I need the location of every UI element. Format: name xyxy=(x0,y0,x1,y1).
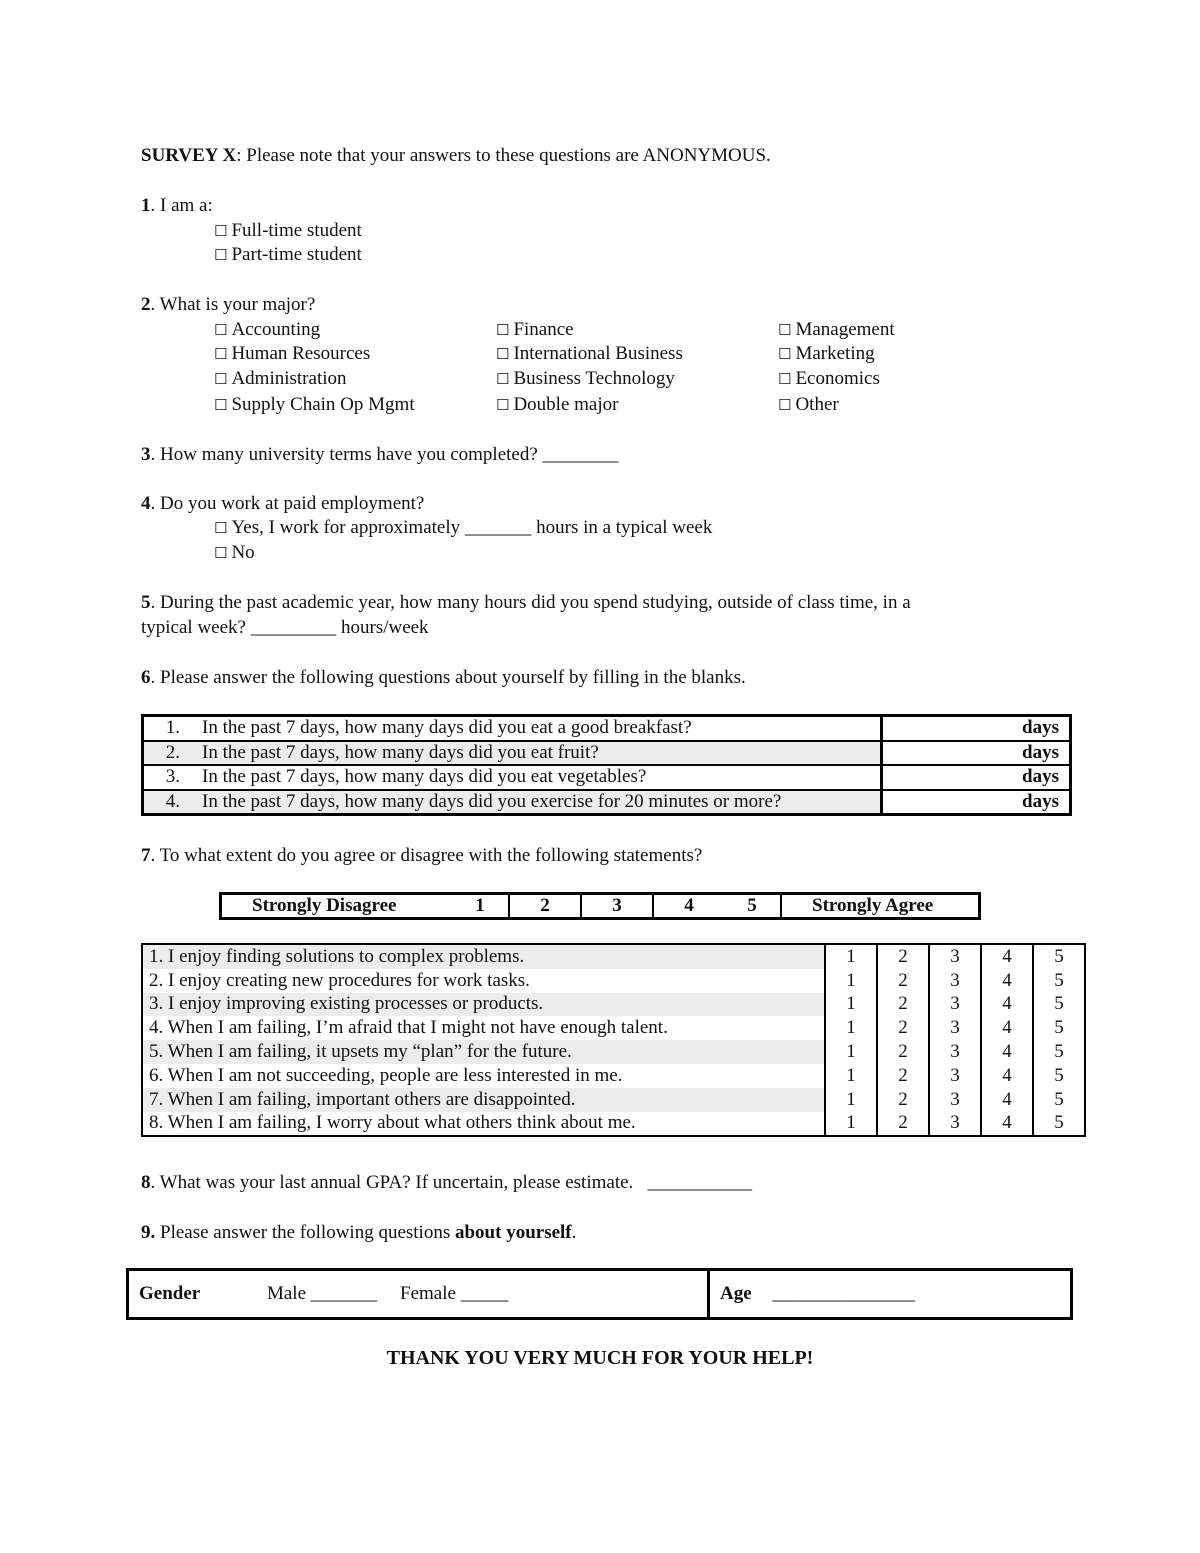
rating-option[interactable]: 3 xyxy=(929,944,981,969)
rating-option[interactable]: 1 xyxy=(825,944,877,969)
q9-prompt: 9. Please answer the following questions about yourself. xyxy=(141,1222,577,1243)
survey-header xyxy=(141,145,771,167)
rating-option[interactable]: 4 xyxy=(981,1040,1033,1064)
checkbox-icon[interactable]: ☐ xyxy=(214,246,228,264)
rating-option[interactable]: 3 xyxy=(929,1112,981,1137)
rating-option[interactable]: 5 xyxy=(1033,1040,1085,1064)
q4-option-yes[interactable]: ☐ Yes, I work for approximately _______ hours in a typical week xyxy=(214,517,713,538)
rating-option[interactable]: 4 xyxy=(981,993,1033,1017)
major-option[interactable]: ☐ Double major xyxy=(496,394,619,415)
q7-number: 7 xyxy=(141,845,151,866)
major-option[interactable]: ☐ Management xyxy=(778,319,895,340)
checkbox-icon[interactable]: ☐ xyxy=(778,321,792,339)
q4-option-no[interactable]: ☐ No xyxy=(214,542,255,563)
days-answer-cell[interactable]: days xyxy=(882,765,1071,790)
rating-option[interactable]: 4 xyxy=(981,1088,1033,1112)
scale-high-label: Strongly Agree xyxy=(812,895,934,916)
q3-text: . How many university terms have you completed? ________ xyxy=(150,444,619,465)
rating-option[interactable]: 1 xyxy=(825,1016,877,1040)
rating-option[interactable]: 3 xyxy=(929,1088,981,1112)
checkbox-icon[interactable]: ☐ xyxy=(496,321,510,339)
statement-text: 7. When I am failing, important others are disappointed. xyxy=(142,1088,825,1112)
major-option[interactable]: ☐ Administration xyxy=(214,368,347,389)
q1-prompt xyxy=(141,195,213,217)
thank-you-message: THANK YOU VERY MUCH FOR YOUR HELP! xyxy=(386,1347,814,1369)
checkbox-icon[interactable]: ☐ xyxy=(496,345,510,363)
table-row xyxy=(142,1040,1085,1064)
q3-prompt[interactable] xyxy=(141,444,619,466)
male-blank[interactable]: Male _______ xyxy=(266,1283,378,1304)
rating-option[interactable]: 5 xyxy=(1033,1064,1085,1088)
major-option[interactable]: ☐ Human Resources xyxy=(214,343,371,364)
statements-table xyxy=(141,943,1086,1137)
rating-option[interactable]: 3 xyxy=(929,969,981,993)
rating-option[interactable]: 4 xyxy=(981,1016,1033,1040)
rating-option[interactable]: 2 xyxy=(877,1064,929,1088)
major-option[interactable]: ☐ Business Technology xyxy=(496,368,675,389)
health-question: In the past 7 days, how many days did you eat fruit? xyxy=(196,741,882,766)
major-option[interactable]: ☐ Finance xyxy=(496,319,574,340)
major-option[interactable]: ☐ Marketing xyxy=(778,343,875,364)
health-question: In the past 7 days, how many days did you eat a good breakfast? xyxy=(196,716,882,741)
major-option[interactable]: ☐ Supply Chain Op Mgmt xyxy=(214,394,415,415)
major-option[interactable]: ☐ Accounting xyxy=(214,319,321,340)
q5-prompt xyxy=(141,592,911,614)
q8-text: . What was your last annual GPA? If uncertain, please estimate. ___________ xyxy=(150,1172,753,1193)
major-option[interactable]: ☐ International Business xyxy=(496,343,683,364)
checkbox-icon[interactable]: ☐ xyxy=(496,370,510,388)
table-row xyxy=(142,1088,1085,1112)
rating-option[interactable]: 2 xyxy=(877,944,929,969)
checkbox-icon[interactable]: ☐ xyxy=(214,321,228,339)
table-row xyxy=(142,993,1085,1017)
rating-option[interactable]: 4 xyxy=(981,1064,1033,1088)
q1-option-part-time[interactable]: ☐ Part-time student xyxy=(214,244,362,265)
q4-prompt xyxy=(141,493,424,515)
statement-text: 1. I enjoy finding solutions to complex problems. xyxy=(142,944,825,969)
health-question: In the past 7 days, how many days did you exercise for 20 minutes or more? xyxy=(196,790,882,815)
q5-answer-line[interactable]: typical week? _________ hours/week xyxy=(141,617,429,638)
checkbox-icon[interactable]: ☐ xyxy=(214,345,228,363)
health-days-table xyxy=(141,714,1072,816)
table-row xyxy=(142,944,1085,969)
gender-cell xyxy=(128,1270,709,1319)
rating-option[interactable]: 2 xyxy=(877,969,929,993)
q3-number: 3 xyxy=(141,444,151,465)
table-row: 4. In the past 7 days, how many days did you exercise for 20 minutes or more? days xyxy=(143,790,1071,815)
statement-text: 5. When I am failing, it upsets my “plan” for the future. xyxy=(142,1040,825,1064)
rating-option[interactable]: 1 xyxy=(825,1088,877,1112)
rating-option[interactable]: 4 xyxy=(981,969,1033,993)
statement-text: 3. I enjoy improving existing processes or products. xyxy=(142,993,825,1017)
anonymity-note: : Please note that your answers to these questions are ANONYMOUS. xyxy=(236,145,771,166)
statement-text: 4. When I am failing, I’m afraid that I might not have enough talent. xyxy=(149,1017,668,1039)
q7-text: . To what extent do you agree or disagree with the following statements? xyxy=(150,845,703,866)
table-row xyxy=(142,1064,1085,1088)
rating-option[interactable]: 1 xyxy=(825,1064,877,1088)
rating-option[interactable]: 2 xyxy=(877,1088,929,1112)
rating-option[interactable]: 5 xyxy=(1033,1088,1085,1112)
q4-text: . Do you work at paid employment? xyxy=(150,493,425,514)
rating-option[interactable]: 1 xyxy=(825,969,877,993)
gender-label: Gender xyxy=(139,1283,201,1304)
age-blank[interactable]: _______________ xyxy=(772,1283,915,1304)
female-blank[interactable]: Female _____ xyxy=(400,1283,509,1304)
table-row: 1. In the past 7 days, how many days did you eat a good breakfast? days xyxy=(143,716,1071,741)
rating-option[interactable]: 3 xyxy=(929,1016,981,1040)
q2-prompt xyxy=(141,294,315,316)
q4-number: 4 xyxy=(141,493,151,514)
statement-text: 2. I enjoy creating new procedures for work tasks. xyxy=(149,969,530,991)
checkbox-icon[interactable]: ☐ xyxy=(214,370,228,388)
rating-option[interactable]: 5 xyxy=(1033,1016,1085,1040)
q8-number: 8 xyxy=(141,1172,151,1193)
checkbox-icon[interactable]: ☐ xyxy=(778,396,792,414)
q7-prompt xyxy=(141,845,702,867)
health-question: In the past 7 days, how many days did you eat vegetables? xyxy=(196,765,882,790)
q8-prompt[interactable] xyxy=(141,1172,752,1194)
days-answer-cell[interactable]: days xyxy=(882,790,1071,815)
q6-text: . Please answer the following questions about yourself by filling in the blanks. xyxy=(150,667,746,688)
demographics-table xyxy=(126,1268,1073,1320)
rating-option[interactable]: 2 xyxy=(877,1112,929,1137)
table-row: 3. In the past 7 days, how many days did you eat vegetables? days xyxy=(143,765,1071,790)
rating-option[interactable]: 1 xyxy=(825,1112,877,1137)
rating-option[interactable]: 5 xyxy=(1033,944,1085,969)
q9-number: 9. xyxy=(141,1222,156,1243)
days-answer-cell[interactable]: days xyxy=(882,741,1071,766)
major-option[interactable]: ☐ Other xyxy=(778,394,839,415)
scale-low-label: Strongly Disagree xyxy=(252,895,397,916)
survey-title: SURVEY X xyxy=(141,145,237,166)
statement-text: 8. When I am failing, I worry about what others think about me. xyxy=(149,1112,636,1134)
age-label: Age xyxy=(720,1283,752,1304)
rating-option[interactable]: 3 xyxy=(929,993,981,1017)
rating-option[interactable]: 5 xyxy=(1033,993,1085,1017)
rating-option[interactable]: 5 xyxy=(1033,1112,1085,1137)
checkbox-icon[interactable]: ☐ xyxy=(214,222,228,240)
rating-option[interactable]: 3 xyxy=(929,1064,981,1088)
rating-option[interactable]: 5 xyxy=(1033,969,1085,993)
q5-text: . During the past academic year, how many hours did you spend studying, outside of class time, in a xyxy=(150,592,911,613)
rating-option[interactable]: 2 xyxy=(877,1040,929,1064)
table-row: 2. In the past 7 days, how many days did you eat fruit? days xyxy=(143,741,1071,766)
table-row xyxy=(142,1112,1085,1137)
checkbox-icon[interactable]: ☐ xyxy=(214,544,228,562)
checkbox-icon[interactable]: ☐ xyxy=(214,396,228,414)
q2-number: 2 xyxy=(141,294,151,315)
rating-option[interactable]: 1 xyxy=(825,1040,877,1064)
q1-number: 1 xyxy=(141,195,151,216)
q1-option-full-time[interactable]: ☐ Full-time student xyxy=(214,220,362,241)
rating-option[interactable]: 1 xyxy=(825,993,877,1017)
checkbox-icon[interactable]: ☐ xyxy=(214,519,228,537)
statement-text: 6. When I am not succeeding, people are less interested in me. xyxy=(149,1064,623,1086)
q1-text: . I am a: xyxy=(150,195,213,216)
major-option[interactable]: ☐ Economics xyxy=(778,368,880,389)
q5-number: 5 xyxy=(141,592,151,613)
rating-option[interactable]: 3 xyxy=(929,1040,981,1064)
checkbox-icon[interactable]: ☐ xyxy=(778,370,792,388)
checkbox-icon[interactable]: ☐ xyxy=(496,396,510,414)
table-row xyxy=(142,969,1085,993)
rating-option[interactable]: 2 xyxy=(877,1016,929,1040)
q2-text: . What is your major? xyxy=(150,294,316,315)
age-cell xyxy=(709,1270,1072,1319)
checkbox-icon[interactable]: ☐ xyxy=(778,345,792,363)
q6-prompt xyxy=(141,667,746,689)
table-row xyxy=(142,1016,1085,1040)
rating-option[interactable]: 4 xyxy=(981,944,1033,969)
rating-option[interactable]: 4 xyxy=(981,1112,1033,1137)
likert-scale-legend: Strongly Disagree 1 2 3 4 5 Strongly Agree xyxy=(219,892,981,920)
days-answer-cell[interactable]: days xyxy=(882,716,1071,741)
q6-number: 6 xyxy=(141,667,151,688)
rating-option[interactable]: 2 xyxy=(877,993,929,1017)
